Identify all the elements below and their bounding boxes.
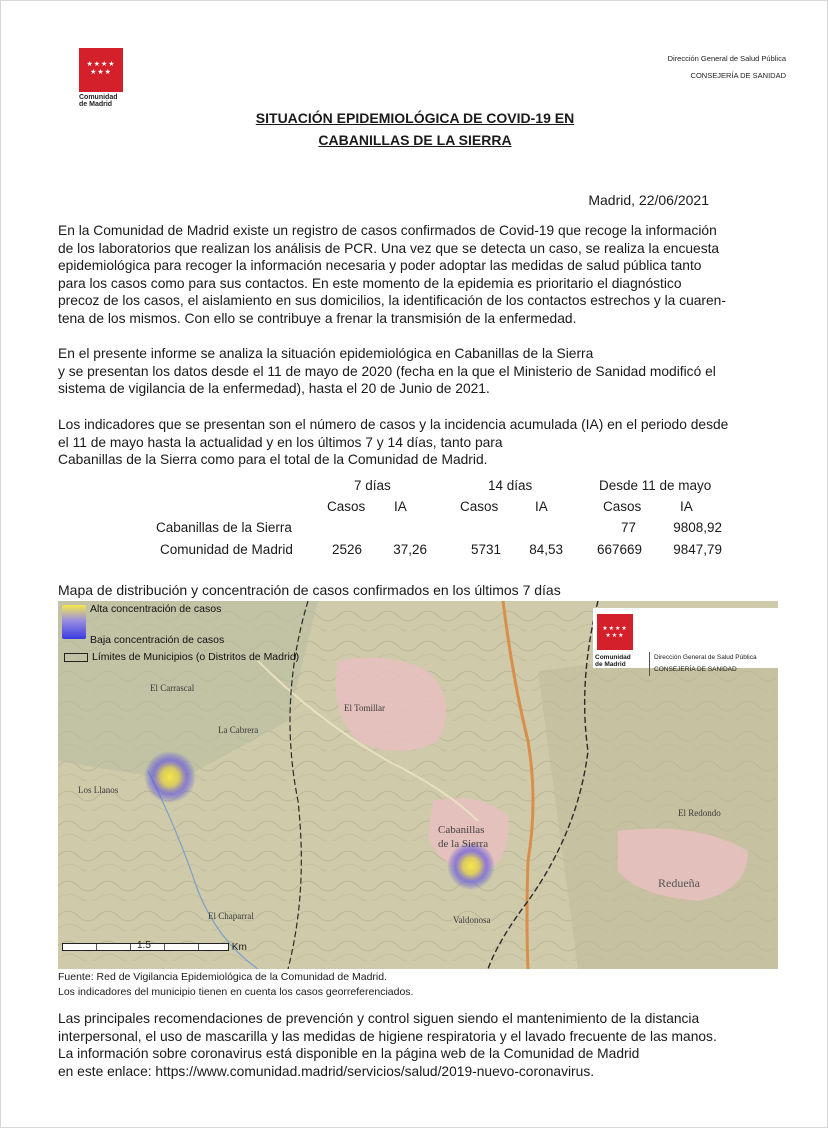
column-header-ia: IA	[394, 499, 407, 514]
logo-name-line1: Comunidad	[79, 94, 118, 101]
title-line1: SITUACIÓN EPIDEMIOLÓGICA DE COVID-19 EN	[255, 110, 575, 126]
cell-ia-since-may: 9808,92	[673, 520, 722, 535]
text-line: y se presentan los datos desde el 11 de mayo de 2020 (fecha en la que el Ministerio de Sanidad modificó el	[58, 363, 716, 379]
case-distribution-map	[58, 601, 778, 969]
high-concentration-spot	[144, 751, 196, 803]
place-label: La Cabrera	[218, 725, 259, 735]
legend-high: Alta concentración de casos	[90, 603, 222, 615]
map-title: Mapa de distribución y concentración de casos confirmados en los últimos 7 días	[58, 582, 561, 598]
row-label: Cabanillas de la Sierra	[156, 520, 292, 535]
text-line: precoz de los casos, el aislamiento en sus domicilios, la identificación de los contactos estrechos y la cuaren-	[58, 293, 726, 308]
column-header-casos: Casos	[603, 499, 642, 514]
text-line: La información sobre coronavirus está disponible en la página web de la Comunidad de Madrid	[58, 1046, 640, 1061]
map-logo: ★★★★ ★★★ Comunidad de Madrid Dirección General de Salud Pública CONSEJERÍA DE SANIDAD	[593, 608, 778, 668]
text-line: En la Comunidad de Madrid existe un registro de casos confirmados de Covid-19 que recoge la información	[58, 223, 717, 238]
paragraph-indicators	[58, 416, 793, 469]
text-line: Las principales recomendaciones de prevención y control siguen siendo el mantenimiento de la distancia	[58, 1011, 700, 1026]
column-header-ia: IA	[680, 499, 693, 514]
logo-name-line2: de Madrid	[79, 101, 113, 108]
map-source	[58, 970, 413, 1000]
org-line1: Dirección General de Salud Pública	[654, 654, 757, 661]
source-line1: Fuente: Red de Vigilancia Epidemiológica de la Comunidad de Madrid.	[58, 971, 388, 983]
row-label: Comunidad de Madrid	[160, 542, 293, 557]
cell-ia-since-may: 9847,79	[673, 542, 722, 557]
cell-ia-7-days: 37,26	[393, 542, 427, 557]
paragraph-recommendations	[58, 1010, 793, 1080]
legend-limits: Límites de Municipios (o Distritos de Madrid)	[92, 651, 300, 663]
column-header-casos: Casos	[327, 499, 366, 514]
map-scale	[62, 942, 247, 953]
text-line: tena de los mismos. Con ello se contribuye a frenar la transmisión de la enfermedad.	[58, 310, 577, 326]
cell-cases-7-days: 2526	[331, 542, 362, 557]
text-line: Los indicadores que se presentan son el número de casos y la incidencia acumulada (IA) en el periodo desde	[58, 417, 729, 432]
text-line: de los laboratorios que realizan los análisis de PCR. Una vez que se detecta un caso, se realiza la encuesta	[58, 240, 720, 256]
cell-cases-since-may: 667669	[596, 542, 642, 557]
cell-cases-14-days: 5731	[470, 542, 501, 557]
title-line2: CABANILLAS DE LA SIERRA	[318, 132, 512, 148]
logo-name-line2: de Madrid	[595, 661, 626, 668]
organization-header	[668, 50, 786, 84]
group-header-14-days: 14 días	[488, 478, 533, 493]
text-line: sistema de vigilancia de la enfermedad), hasta el 20 de Junio de 2021.	[58, 381, 490, 396]
place-label: Redueña	[658, 876, 700, 890]
place-label: El Carrascal	[150, 683, 195, 693]
paragraph-intro	[58, 222, 793, 327]
flag-icon: ★★★★ ★★★	[79, 48, 123, 92]
group-header-since-may: Desde 11 de mayo	[599, 478, 712, 493]
org-line1: Dirección General de Salud Pública	[667, 54, 786, 63]
text-line: epidemiológica para recoger la información necesaria y poder adoptar las medidas de salud pública tanto	[58, 258, 702, 273]
place-label: Valdonosa	[453, 915, 491, 925]
place-label: Los Llanos	[78, 785, 119, 795]
column-header-ia: IA	[535, 499, 548, 514]
document-title	[140, 107, 690, 151]
group-header-7-days: 7 días	[354, 478, 391, 493]
place-label: El Redondo	[678, 808, 721, 818]
map-legend	[60, 603, 300, 663]
legend-low: Baja concentración de casos	[90, 634, 225, 646]
place-label: Cabanillas	[438, 824, 485, 836]
cell-cases-since-may: 77	[620, 520, 636, 535]
place-label: El Chaparral	[208, 911, 254, 921]
place-label: de la Sierra	[438, 838, 489, 850]
comunidad-madrid-logo	[79, 48, 127, 108]
org-line2: CONSEJERÍA DE SANIDAD	[690, 71, 786, 80]
paragraph-scope	[58, 345, 793, 398]
scale-unit: Km	[231, 942, 247, 953]
report-date: Madrid, 22/06/2021	[588, 192, 709, 208]
boundary-box-icon	[64, 653, 88, 662]
org-line2: CONSEJERÍA DE SANIDAD	[654, 666, 737, 673]
column-header-casos: Casos	[460, 499, 499, 514]
text-line: el 11 de mayo hasta la actualidad y en los últimos 7 y 14 días, tanto para	[58, 434, 503, 450]
text-line: interpersonal, el uso de mascarilla y las medidas de higiene respiratoria y el lavado frecuente de las manos.	[58, 1028, 717, 1044]
text-line: En el presente informe se analiza la situación epidemiológica en Cabanillas de la Sierra	[58, 346, 594, 361]
cell-ia-14-days: 84,53	[529, 542, 563, 557]
source-line2: Los indicadores del municipio tienen en cuenta los casos georreferenciados.	[58, 986, 414, 998]
text-line: para los casos como para sus contactos. En este momento de la epidemia es prioritario el diagnóstico	[58, 275, 682, 291]
place-label: El Tomillar	[344, 703, 385, 713]
text-line: en este enlace: https://www.comunidad.madrid/servicios/salud/2019-nuevo-coronavirus.	[58, 1063, 595, 1079]
text-line: Cabanillas de la Sierra como para el total de la Comunidad de Madrid.	[58, 452, 488, 467]
logo-name-line1: Comunidad	[595, 654, 631, 661]
scale-value: 1.5	[137, 940, 151, 951]
